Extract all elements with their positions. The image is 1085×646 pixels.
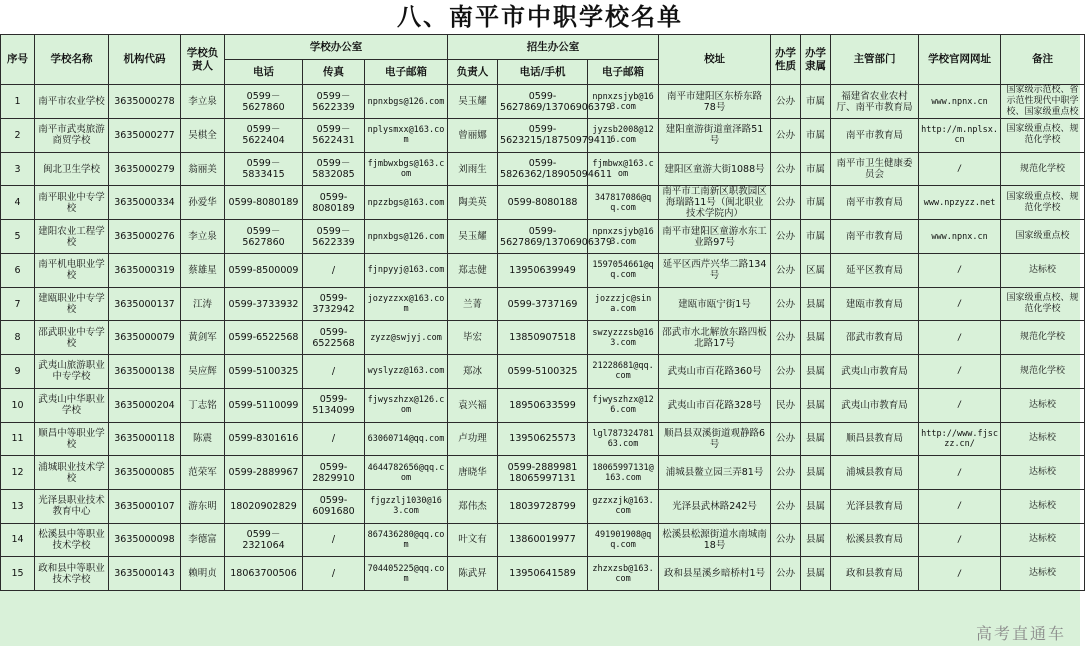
cell-admission-email: 1597054661@qq.com [588,254,659,288]
cell-seq: 13 [1,489,35,523]
cell-authority: 邵武市教育局 [831,321,919,355]
cell-admission-head: 刘雨生 [448,152,498,186]
cell-office-email: fjmbwxbgs@163.com [365,152,448,186]
table-row [1,557,1085,591]
cell-affiliation: 市属 [801,186,831,220]
cell-seq: 1 [1,85,35,119]
cell-school-name: 邵武职业中专学校 [35,321,109,355]
cell-office-phone: 18063700506 [225,557,303,591]
cell-remark: 达标校 [1001,254,1085,288]
cell-website[interactable]: http://m.nplsx.cn [919,119,1001,153]
cell-admission-head: 吴玉耀 [448,85,498,119]
cell-address: 建阳童游街道童泽路51号 [659,119,771,153]
cell-school-name: 建阳农业工程学校 [35,220,109,254]
table-row [1,152,1085,186]
cell-org-code: 3635000143 [109,557,181,591]
cell-admission-head: 叶文有 [448,523,498,557]
header-nature: 办学性质 [771,35,801,85]
cell-admission-email: gzzxzjk@163.com [588,489,659,523]
cell-address: 建阳区童游大街1088号 [659,152,771,186]
cell-principal: 丁志铭 [181,388,225,422]
cell-office-phone: 0599-5110099 [225,388,303,422]
cell-website: / [919,489,1001,523]
header-address: 校址 [659,35,771,85]
cell-office-phone: 0599－5627860 [225,85,303,119]
cell-nature: 公办 [771,456,801,490]
cell-seq: 2 [1,119,35,153]
cell-website[interactable]: www.npnx.cn [919,85,1001,119]
cell-affiliation: 区属 [801,254,831,288]
cell-seq: 11 [1,422,35,456]
cell-admission-email: swzyzzzsb@163.com [588,321,659,355]
cell-affiliation: 市属 [801,85,831,119]
cell-school-name: 闽北卫生学校 [35,152,109,186]
cell-authority: 浦城县教育局 [831,456,919,490]
cell-office-fax: 0599－5622339 [303,85,365,119]
cell-office-email: wyslyzz@163.com [365,355,448,389]
cell-website: / [919,321,1001,355]
cell-office-fax: / [303,523,365,557]
cell-remark: 达标校 [1001,489,1085,523]
header-admission-phone: 电话/手机 [498,60,588,85]
cell-website: / [919,152,1001,186]
cell-office-fax: 0599-6522568 [303,321,365,355]
cell-school-name: 南平市武夷旅游商贸学校 [35,119,109,153]
cell-admission-email: npnxzsjyb@163.com [588,220,659,254]
header-admission-head: 负责人 [448,60,498,85]
cell-admission-head: 袁兴福 [448,388,498,422]
header-seq: 序号 [1,35,35,85]
cell-office-email: 867436280@qq.com [365,523,448,557]
cell-school-name: 松溪县中等职业技术学校 [35,523,109,557]
cell-admission-head: 唐晓华 [448,456,498,490]
cell-office-phone: 0599-8080189 [225,186,303,220]
cell-office-phone: 0599-3733932 [225,287,303,321]
cell-office-email: fjwyszhzx@126.com [365,388,448,422]
table-row [1,119,1085,153]
cell-affiliation: 市属 [801,220,831,254]
cell-school-name: 南平市农业学校 [35,85,109,119]
cell-seq: 10 [1,388,35,422]
cell-seq: 5 [1,220,35,254]
cell-affiliation: 县属 [801,422,831,456]
cell-affiliation: 县属 [801,456,831,490]
cell-admission-head: 郑志健 [448,254,498,288]
cell-address: 南平市建阳区童游水东工业路97号 [659,220,771,254]
cell-office-phone: 0599－5622404 [225,119,303,153]
cell-address: 武夷山市百花路360号 [659,355,771,389]
table-row [1,254,1085,288]
cell-authority: 南平市卫生健康委员会 [831,152,919,186]
cell-remark: 规范化学校 [1001,152,1085,186]
cell-affiliation: 县属 [801,523,831,557]
cell-admission-head: 毕宏 [448,321,498,355]
cell-office-email: 4644782656@qq.com [365,456,448,490]
cell-website: / [919,388,1001,422]
cell-school-name: 武夷山中华职业学校 [35,388,109,422]
cell-remark: 规范化学校 [1001,355,1085,389]
cell-admission-email: fjwyszhzx@126.com [588,388,659,422]
cell-office-fax: 0599－5622431 [303,119,365,153]
cell-office-phone: 0599-2889967 [225,456,303,490]
cell-admission-phone: 13850907518 [498,321,588,355]
cell-school-name: 南平机电职业学校 [35,254,109,288]
cell-org-code: 3635000204 [109,388,181,422]
cell-office-fax: 0599-3732942 [303,287,365,321]
cell-admission-phone: 0599-5100325 [498,355,588,389]
schools-table [0,34,1085,591]
cell-office-phone: 18020902829 [225,489,303,523]
cell-admission-email: fjmbwx@163.com [588,152,659,186]
cell-affiliation: 市属 [801,152,831,186]
cell-seq: 4 [1,186,35,220]
cell-admission-phone: 13950625573 [498,422,588,456]
cell-seq: 12 [1,456,35,490]
cell-website: / [919,456,1001,490]
cell-office-phone: 0599－5627860 [225,220,303,254]
cell-affiliation: 县属 [801,557,831,591]
cell-admission-phone: 0599-5627869/13706906379 [498,85,588,119]
header-affiliation: 办学隶属 [801,35,831,85]
cell-org-code: 3635000118 [109,422,181,456]
cell-address: 光泽县武林路242号 [659,489,771,523]
cell-seq: 6 [1,254,35,288]
cell-school-name: 南平职业中专学校 [35,186,109,220]
cell-principal: 孙爱华 [181,186,225,220]
cell-office-phone: 0599-6522568 [225,321,303,355]
cell-principal: 李立泉 [181,220,225,254]
cell-office-email: 63060714@qq.com [365,422,448,456]
cell-admission-phone: 13950639949 [498,254,588,288]
cell-org-code: 3635000319 [109,254,181,288]
cell-affiliation: 县属 [801,489,831,523]
cell-remark: 达标校 [1001,456,1085,490]
table-row [1,355,1085,389]
cell-address: 顺昌县双溪街道观静路6号 [659,422,771,456]
cell-admission-head: 卢功理 [448,422,498,456]
header-website: 学校官网网址 [919,35,1001,85]
cell-website[interactable]: http://www.fjsczz.cn/ [919,422,1001,456]
cell-org-code: 3635000334 [109,186,181,220]
cell-org-code: 3635000138 [109,355,181,389]
cell-office-fax: 0599－5832085 [303,152,365,186]
cell-authority: 武夷山市教育局 [831,355,919,389]
cell-office-fax: / [303,422,365,456]
cell-org-code: 3635000278 [109,85,181,119]
table-row [1,388,1085,422]
cell-remark: 规范化学校 [1001,321,1085,355]
table-row [1,523,1085,557]
cell-principal: 李德富 [181,523,225,557]
cell-address: 政和县星溪乡暗桥村1号 [659,557,771,591]
header-office-fax: 传真 [303,60,365,85]
cell-office-email: npnxbgs@126.com [365,85,448,119]
cell-website: / [919,287,1001,321]
cell-admission-phone: 0599-5627869/13706906379 [498,220,588,254]
cell-office-email: 704405225@qq.com [365,557,448,591]
cell-authority: 延平区教育局 [831,254,919,288]
cell-seq: 14 [1,523,35,557]
cell-office-phone: 0599-8301616 [225,422,303,456]
cell-authority: 南平市教育局 [831,119,919,153]
cell-admission-phone: 0599-2889981 18065997131 [498,456,588,490]
header-remark: 备注 [1001,35,1085,85]
cell-principal: 吴棋全 [181,119,225,153]
cell-office-email: fjgzzlj1030@163.com [365,489,448,523]
cell-admission-phone: 0599-5826362/18905094611 [498,152,588,186]
cell-principal: 范荣军 [181,456,225,490]
cell-office-phone: 0599-8500009 [225,254,303,288]
cell-admission-email: npnxzsjyb@163.com [588,85,659,119]
cell-school-name: 顺昌中等职业学校 [35,422,109,456]
cell-affiliation: 市属 [801,119,831,153]
cell-authority: 政和县教育局 [831,557,919,591]
cell-affiliation: 县属 [801,355,831,389]
cell-org-code: 3635000277 [109,119,181,153]
cell-website: / [919,254,1001,288]
cell-website[interactable]: www.npzyzz.net [919,186,1001,220]
cell-principal: 赖明贞 [181,557,225,591]
cell-office-email: npnxbgs@126.com [365,220,448,254]
cell-remark: 国家级重点校、规范化学校 [1001,119,1085,153]
header-org-code: 机构代码 [109,35,181,85]
cell-office-fax: 0599-8080189 [303,186,365,220]
cell-admission-head: 兰菁 [448,287,498,321]
header-authority: 主管部门 [831,35,919,85]
cell-seq: 8 [1,321,35,355]
cell-school-name: 建瓯职业中专学校 [35,287,109,321]
cell-admission-email: jozzzjc@sina.com [588,287,659,321]
cell-admission-email: 18065997131@163.com [588,456,659,490]
cell-principal: 游东明 [181,489,225,523]
table-row [1,422,1085,456]
cell-principal: 翁丽美 [181,152,225,186]
table-body [1,85,1085,591]
cell-nature: 公办 [771,321,801,355]
cell-seq: 9 [1,355,35,389]
cell-office-fax: / [303,355,365,389]
cell-school-name: 浦城职业技术学校 [35,456,109,490]
cell-address: 浦城县鳌立园三弄81号 [659,456,771,490]
cell-nature: 公办 [771,254,801,288]
table-row [1,321,1085,355]
cell-admission-phone: 0599-3737169 [498,287,588,321]
cell-remark: 达标校 [1001,388,1085,422]
cell-address: 延平区西芹兴华二路134号 [659,254,771,288]
cell-seq: 7 [1,287,35,321]
cell-address: 南平市建阳区东桥东路78号 [659,85,771,119]
cell-nature: 公办 [771,489,801,523]
cell-nature: 公办 [771,355,801,389]
cell-remark: 达标校 [1001,523,1085,557]
header-office-group: 学校办公室 [225,35,448,60]
cell-authority: 南平市教育局 [831,220,919,254]
cell-nature: 民办 [771,388,801,422]
cell-office-fax: 0599-2829910 [303,456,365,490]
cell-admission-head: 郑冰 [448,355,498,389]
cell-admission-head: 陈武昇 [448,557,498,591]
cell-school-name: 武夷山旅游职业中专学校 [35,355,109,389]
cell-office-fax: 0599－5622339 [303,220,365,254]
cell-admission-phone: 0599-8080188 [498,186,588,220]
watermark: 高考直通车 [975,624,1066,643]
cell-admission-phone: 13950641589 [498,557,588,591]
cell-remark: 达标校 [1001,422,1085,456]
cell-principal: 李立泉 [181,85,225,119]
header-admission-email: 电子邮箱 [588,60,659,85]
cell-office-fax: / [303,557,365,591]
page-title: 八、南平市中职学校名单 [0,0,1080,34]
cell-authority: 顺昌县教育局 [831,422,919,456]
table-row [1,85,1085,119]
cell-org-code: 3635000107 [109,489,181,523]
cell-address: 建瓯市瓯宁街1号 [659,287,771,321]
cell-school-name: 政和县中等职业技术学校 [35,557,109,591]
cell-admission-head: 陶美英 [448,186,498,220]
table-row [1,456,1085,490]
cell-office-fax: 0599-6091680 [303,489,365,523]
cell-nature: 公办 [771,523,801,557]
cell-office-phone: 0599-5100325 [225,355,303,389]
cell-affiliation: 县属 [801,388,831,422]
cell-nature: 公办 [771,557,801,591]
cell-principal: 陈震 [181,422,225,456]
cell-admission-phone: 13860019977 [498,523,588,557]
cell-admission-head: 郑伟杰 [448,489,498,523]
cell-website: / [919,355,1001,389]
table-row [1,220,1085,254]
cell-authority: 松溪县教育局 [831,523,919,557]
cell-office-fax: 0599-5134099 [303,388,365,422]
cell-principal: 黄剑军 [181,321,225,355]
cell-admission-email: zhzxzsb@163.com [588,557,659,591]
cell-org-code: 3635000079 [109,321,181,355]
cell-admission-phone: 18950633599 [498,388,588,422]
cell-principal: 蔡雄星 [181,254,225,288]
cell-admission-head: 曾丽娜 [448,119,498,153]
cell-office-email: jozyzzxx@163.com [365,287,448,321]
cell-authority: 武夷山市教育局 [831,388,919,422]
cell-nature: 公办 [771,422,801,456]
cell-remark: 国家级重点校、规范化学校 [1001,287,1085,321]
cell-office-fax: / [303,254,365,288]
cell-org-code: 3635000279 [109,152,181,186]
cell-remark: 国家级重点校 [1001,220,1085,254]
cell-office-email: nplysmxx@163.com [365,119,448,153]
header-principal: 学校负责人 [181,35,225,85]
cell-nature: 公办 [771,287,801,321]
header-office-email: 电子邮箱 [365,60,448,85]
cell-affiliation: 县属 [801,321,831,355]
cell-address: 松溪县松源街道水南城南18号 [659,523,771,557]
cell-principal: 江涛 [181,287,225,321]
cell-admission-email: 21228681@qq.com [588,355,659,389]
cell-seq: 3 [1,152,35,186]
cell-nature: 公办 [771,119,801,153]
cell-nature: 公办 [771,220,801,254]
cell-org-code: 3635000276 [109,220,181,254]
cell-admission-phone: 18039728799 [498,489,588,523]
cell-nature: 公办 [771,186,801,220]
cell-org-code: 3635000137 [109,287,181,321]
cell-office-phone: 0599－5833415 [225,152,303,186]
cell-website: / [919,523,1001,557]
header-admission-group: 招生办公室 [448,35,659,60]
cell-office-phone: 0599－2321064 [225,523,303,557]
cell-website[interactable]: www.npnx.cn [919,220,1001,254]
cell-affiliation: 县属 [801,287,831,321]
cell-office-email: npzzbgs@163.com [365,186,448,220]
cell-admission-phone: 0599-5623215/18750979411 [498,119,588,153]
cell-admission-email: jyzsb2008@126.com [588,119,659,153]
cell-website: / [919,557,1001,591]
cell-remark: 国家级重点校、规范化学校 [1001,186,1085,220]
table-row [1,186,1085,220]
cell-seq: 15 [1,557,35,591]
cell-office-email: fjnpyyj@163.com [365,254,448,288]
cell-nature: 公办 [771,85,801,119]
cell-address: 邵武市水北解放东路四板北路17号 [659,321,771,355]
cell-address: 武夷山市百花路328号 [659,388,771,422]
cell-remark: 国家级示范校、省示范性现代中职学校、国家级重点校 [1001,85,1085,119]
cell-authority: 福建省农业农村厅、南平市教育局 [831,85,919,119]
cell-school-name: 光泽县职业技术教育中心 [35,489,109,523]
table-row [1,287,1085,321]
cell-org-code: 3635000085 [109,456,181,490]
cell-authority: 南平市教育局 [831,186,919,220]
cell-admission-head: 吴玉耀 [448,220,498,254]
cell-admission-email: 347817086@qq.com [588,186,659,220]
cell-admission-email: lgl78732478163.com [588,422,659,456]
cell-remark: 达标校 [1001,557,1085,591]
cell-admission-email: 491901908@qq.com [588,523,659,557]
cell-principal: 吴应辉 [181,355,225,389]
header-school-name: 学校名称 [35,35,109,85]
cell-office-email: zyzz@swjyj.com [365,321,448,355]
cell-authority: 建瓯市教育局 [831,287,919,321]
cell-nature: 公办 [771,152,801,186]
cell-org-code: 3635000098 [109,523,181,557]
cell-address: 南平市工南新区职教园区海瑞路11号（闽北职业技术学院内） [659,186,771,220]
header-office-phone: 电话 [225,60,303,85]
cell-authority: 光泽县教育局 [831,489,919,523]
table-row [1,489,1085,523]
